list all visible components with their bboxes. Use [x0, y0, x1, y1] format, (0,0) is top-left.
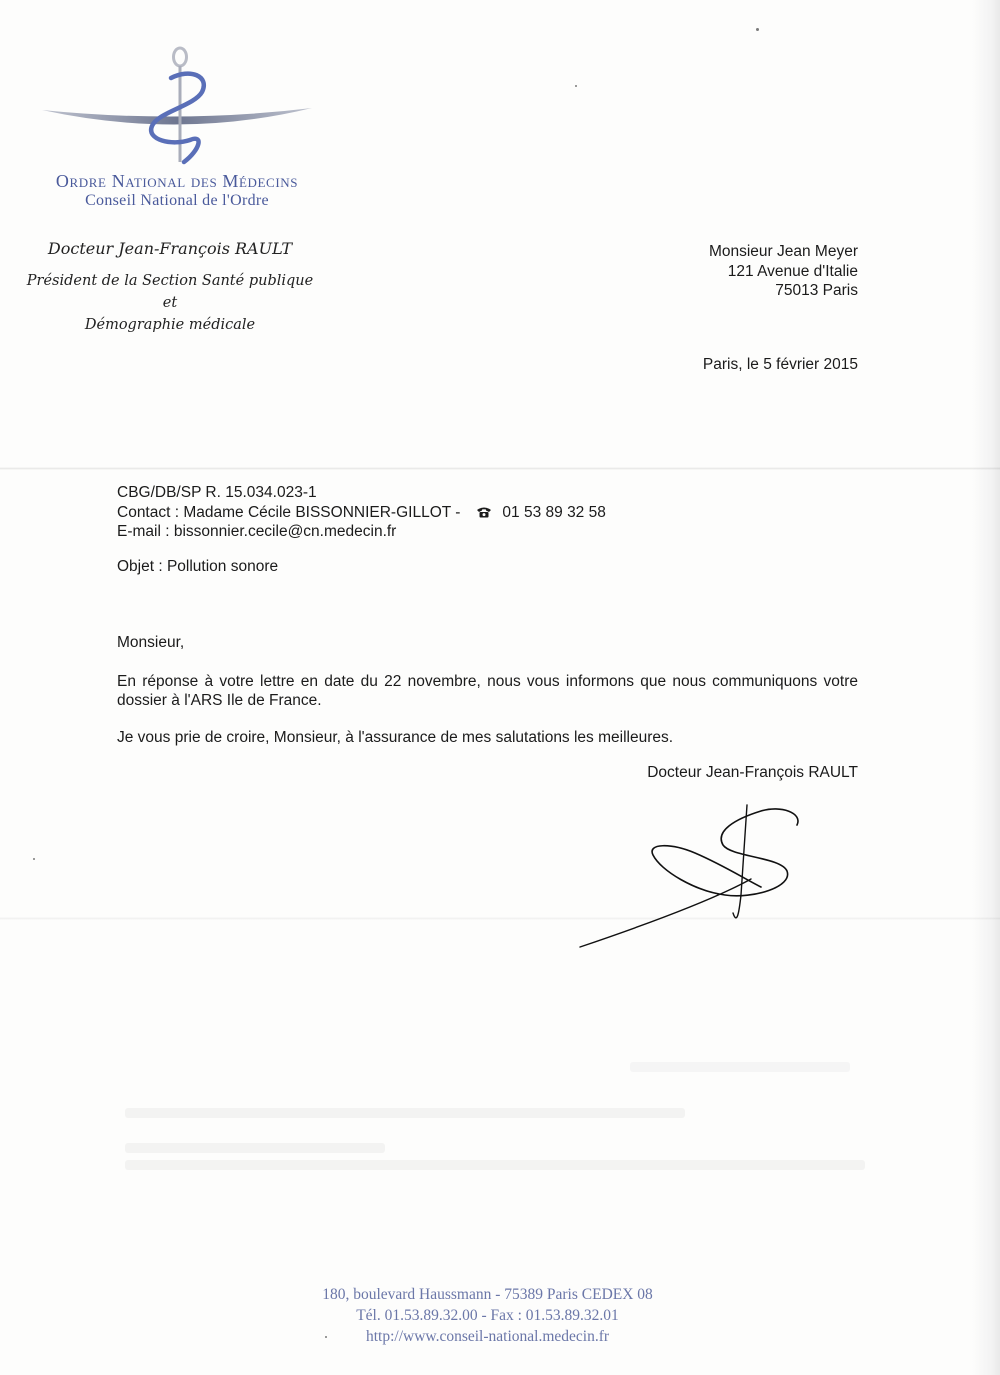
telephone-icon: [476, 506, 492, 518]
handwritten-signature: [575, 795, 815, 955]
organization-line1: Ordre National des Médecins: [55, 171, 299, 191]
salutation: Monsieur,: [117, 634, 185, 651]
letter-date: Paris, le 5 février 2015: [702, 356, 858, 373]
paper-speck: [756, 28, 759, 31]
body-paragraph-2: Je vous prie de croire, Monsieur, à l'assurance de mes salutations les meilleures.: [117, 728, 674, 746]
contact-phone: 01 53 89 32 58: [502, 503, 606, 521]
paper-speck: [33, 858, 35, 860]
sender-title-line2: Démographie médicale: [84, 317, 256, 333]
show-through-text: [125, 1160, 865, 1170]
organization-line2: Conseil National de l'Ordre: [85, 192, 269, 209]
sender-block: [20, 238, 320, 336]
letter-body: [117, 633, 858, 764]
page-edge-shadow: [972, 0, 1000, 1375]
footer-phone-fax: Tél. 01.53.89.32.00 - Fax : 01.53.89.32.01: [356, 1307, 619, 1324]
sender-title-line1: Président de la Section Santé publique et: [26, 273, 314, 311]
show-through-text: [630, 1062, 850, 1072]
recipient-line1: Monsieur Jean Meyer: [708, 243, 858, 260]
contact-line: [117, 503, 606, 523]
body-paragraph-1: En réponse à votre lettre en date du 22 novembre, nous vous informons que nous communiquons votre dossier à l'ARS Ile de France.: [117, 672, 858, 709]
paper-fold-line: [0, 467, 1000, 470]
footer-website[interactable]: http://www.conseil-national.medecin.fr: [365, 1328, 610, 1345]
contact-name: Contact : Madame Cécile BISSONNIER-GILLOT -: [117, 503, 461, 521]
contact-email[interactable]: E-mail : bissonnier.cecile@cn.medecin.fr: [117, 523, 397, 540]
organization-name: [45, 171, 309, 211]
reference-block: [117, 483, 606, 542]
footer-address: 180, boulevard Haussmann - 75389 Paris CEDEX 08: [322, 1286, 653, 1303]
closing-signatory-name: Docteur Jean-François RAULT: [647, 764, 858, 781]
show-through-text: [125, 1143, 385, 1153]
paper-speck: [575, 85, 577, 87]
recipient-line2: 121 Avenue d'Italie: [727, 262, 858, 280]
recipient-address: [709, 242, 858, 301]
sender-name: Docteur Jean-François RAULT: [47, 239, 293, 258]
letterhead-footer: [200, 1284, 775, 1347]
caduceus-logo-icon: [40, 40, 320, 170]
reference-number: CBG/DB/SP R. 15.034.023-1: [117, 484, 317, 501]
show-through-text: [125, 1108, 685, 1118]
paper-fold-line: [0, 917, 1000, 920]
recipient-line3: 75013 Paris: [775, 282, 858, 299]
letter-subject: Objet : Pollution sonore: [117, 558, 279, 575]
